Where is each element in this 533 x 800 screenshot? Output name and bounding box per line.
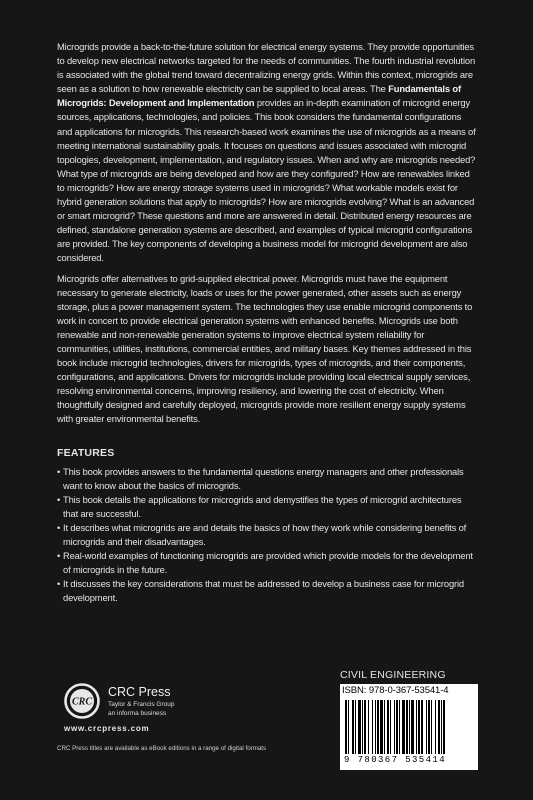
bullet-icon: •	[57, 550, 61, 562]
feature-text: It discusses the key considerations that must be addressed to develop a business case for microgrid development.	[63, 578, 464, 604]
barcode-bar	[416, 700, 417, 754]
barcode-bar	[421, 700, 423, 754]
bullet-icon: •	[57, 465, 61, 477]
barcode-bar	[394, 700, 395, 754]
description-text-start: Microgrids provide a back-to-the-future solution for electrical energy systems. They provide opportunities to develop new electrical networks targeted for the needs of communities. The fourth industrial revolution is associated with the global trend toward decentralizing energy grids. Within this context, microgrids are seen as a solution to how renewable electricity can be supplied to local areas. The	[57, 41, 476, 95]
barcode-bar	[443, 700, 445, 754]
feature-text: Real-world examples of functioning microgrids are provided which provide models for the development of microgrids in the future.	[63, 550, 473, 576]
barcode-bar	[409, 700, 410, 754]
bullet-icon: •	[57, 493, 61, 505]
subject-category: CIVIL ENGINEERING	[340, 669, 446, 681]
barcode-bar	[396, 700, 398, 754]
description-text-end: provides an in-depth examination of microgrid energy sources, applications, technologies, and policies. This book considers the fundamental configurations and applications for microgrids. This research-based work examines the use of microgrids as a means of meeting international sustainability goals. It focuses on questions and issues associated with microgrid topologies, development, implementation, and regulatory issues. When and why are microgrids needed? What type of microgrids are being developed and how are they configured? How are renewables linked to microgrids? How are energy storage systems used in microgrids? What workable models exist for hybrid generation solutions that apply to microgrids? How are microgrids evolving? What is an advanced or smart microgrid? These questions and more are answered in detail. Distributed energy resources are defined, standalone generation systems are described, and examples of typical microgrid configurations are provided. The key components of developing a business model for microgrid development are also considered.	[57, 97, 476, 264]
publisher-business: an informa business	[108, 710, 167, 717]
barcode-bar	[358, 700, 361, 754]
barcode-bar	[364, 700, 366, 754]
feature-item	[57, 521, 477, 549]
barcode-bar	[355, 700, 356, 754]
barcode-bar	[362, 700, 363, 754]
publisher-block	[64, 683, 264, 743]
publisher-name: CRC Press	[108, 685, 171, 699]
barcode-bar	[426, 700, 427, 754]
barcode-bar	[431, 700, 432, 754]
barcode-bar	[435, 700, 436, 754]
barcode-bar	[375, 700, 376, 754]
barcode-icon	[344, 700, 474, 754]
feature-item	[57, 493, 477, 521]
feature-text: It describes what microgrids are and details the basics of how they work while considering benefits of microgrids and their disadvantages.	[63, 521, 467, 547]
barcode-bar	[348, 700, 349, 754]
ebook-footnote: CRC Press titles are available as eBook editions in a range of digital formats	[57, 745, 267, 752]
description-paragraph-2: Microgrids offer alternatives to grid-supplied electrical power. Microgrids must have the equipment necessary to generate electricity, loads or uses for the power generated, other assets such as energy storage, plus a power management system. The technologies they use enable microgrid components to work in concert to provide electrical generation systems with enhanced benefits. Microgrids use both renewable and non-renewable generation systems to improve electrical system reliability for communities, utilities, institutions, commercial entities, and military bases. Key themes addressed in this book include microgrid technologies, drivers for microgrids, types of microgrids, and their components, configurations, and applications. Drivers for microgrids include providing local electrical supply services, resolving environmental concerns, improving resiliency, and lowering the cost of electricity. When thoughtfully designed and carefully deployed, microgrids provide more resilient energy supply systems with greater environmental benefits.	[57, 272, 473, 425]
feature-item	[57, 577, 477, 605]
barcode-bar	[384, 700, 385, 754]
barcode-bar	[372, 700, 373, 754]
publisher-url: www.crcpress.com	[64, 724, 150, 733]
barcode-bar	[387, 700, 389, 754]
barcode-bar	[406, 700, 408, 754]
crc-logo-icon	[64, 683, 100, 719]
barcode-bar	[441, 700, 442, 754]
barcode-bar	[380, 700, 383, 754]
bullet-icon: •	[57, 578, 61, 590]
barcode-bar	[428, 700, 430, 754]
barcode-bar	[345, 700, 347, 754]
barcode-panel	[340, 684, 478, 770]
barcode-bar	[402, 700, 405, 754]
barcode-digits: 9 780367 535414	[344, 755, 447, 765]
description-paragraph-1	[57, 40, 477, 266]
feature-text: This book details the applications for microgrids and demystifies the types of microgrid architectures that are successful.	[63, 493, 462, 519]
publisher-group: Taylor & Francis Group	[108, 701, 175, 708]
feature-item	[57, 549, 477, 577]
isbn-label: ISBN: 978-0-367-53541-4	[342, 685, 449, 696]
barcode-bar	[352, 700, 354, 754]
bullet-icon: •	[57, 521, 61, 533]
crc-logo-text: CRC	[71, 696, 93, 708]
feature-item	[57, 465, 477, 493]
barcode-bar	[368, 700, 369, 754]
back-cover-text	[57, 40, 477, 605]
feature-text: This book provides answers to the fundamental questions energy managers and other professionals want to know about the basics of microgrids.	[63, 465, 464, 491]
features-heading: FEATURES	[57, 446, 115, 459]
barcode-bar	[377, 700, 379, 754]
barcode-bar	[399, 700, 400, 754]
barcode-bar	[438, 700, 440, 754]
features-list	[57, 465, 477, 606]
barcode-bar	[418, 700, 420, 754]
barcode-bar	[411, 700, 414, 754]
barcode-bar	[390, 700, 391, 754]
book-title: Fundamentals of Microgrids: Development and Implementation	[57, 83, 461, 109]
